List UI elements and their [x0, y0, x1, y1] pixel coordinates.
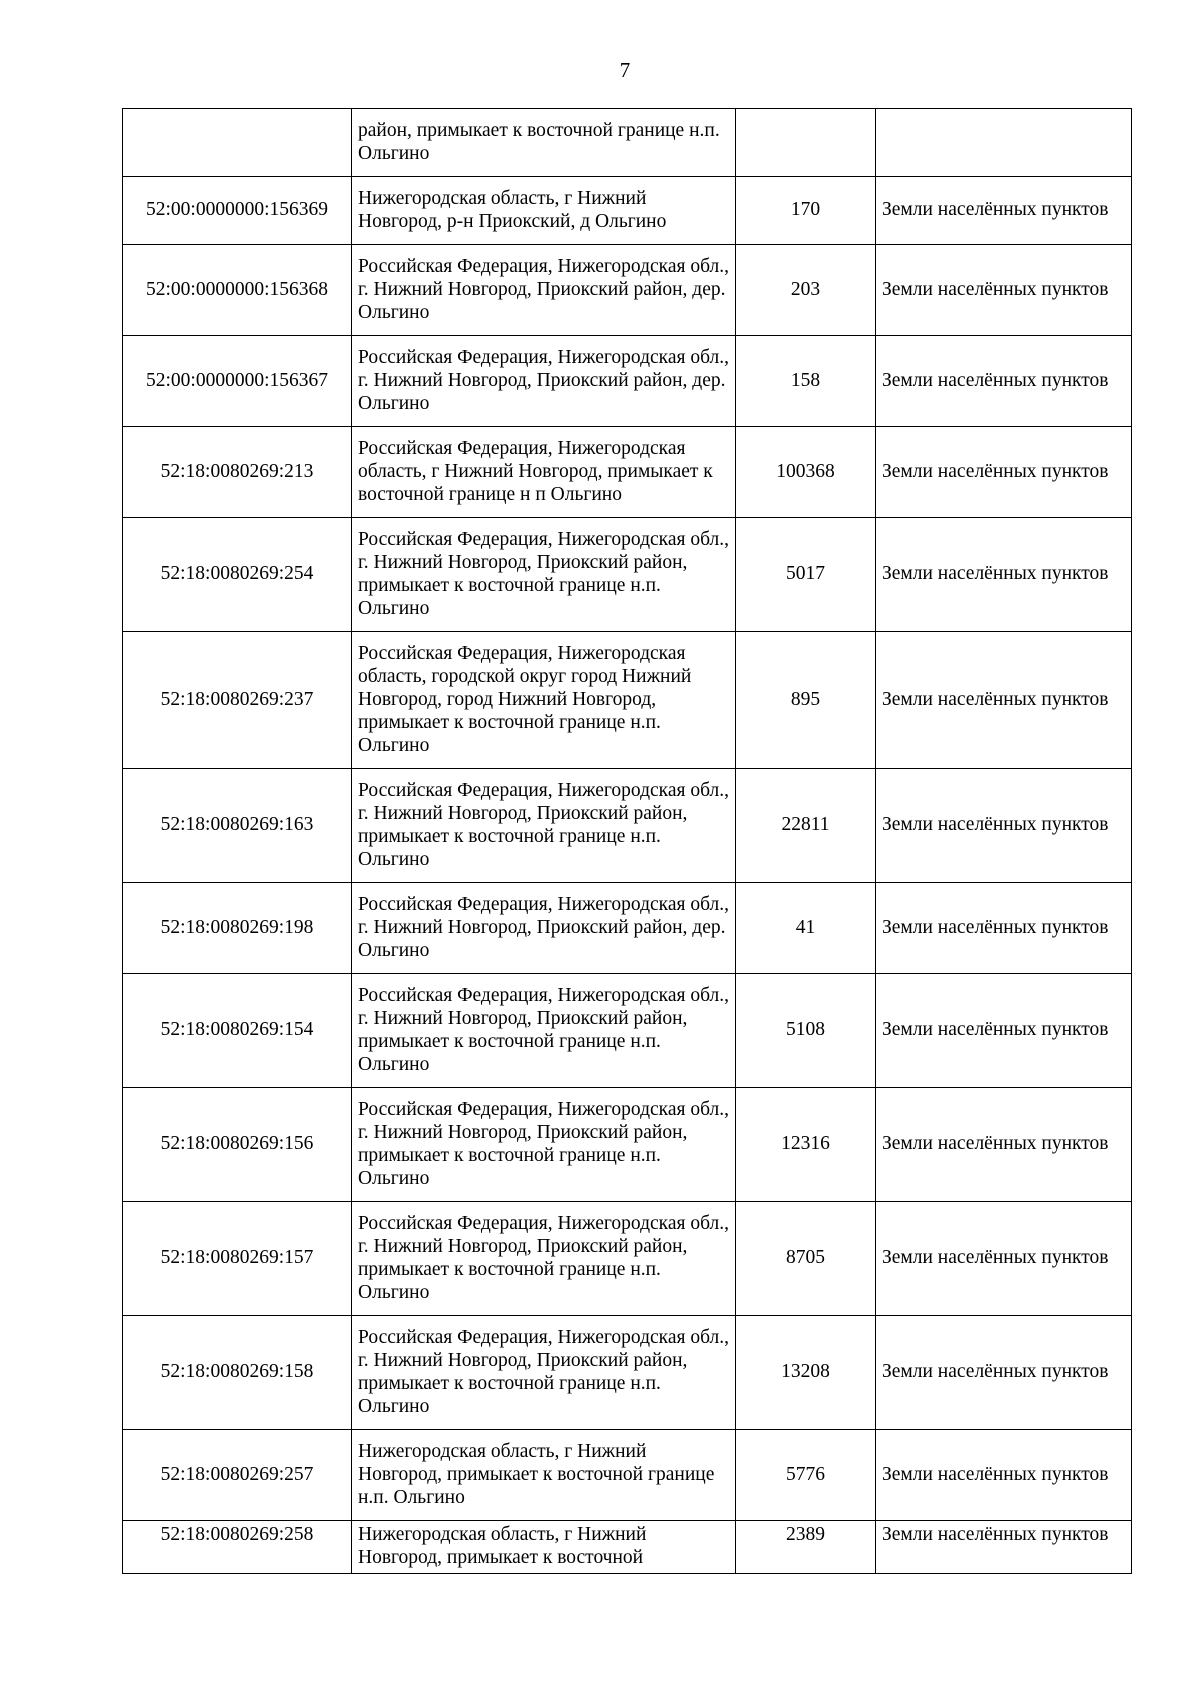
land-category-cell: Земли населённых пунктов — [876, 427, 1132, 518]
cadastral-number-cell: 52:18:0080269:158 — [123, 1316, 352, 1430]
table-row — [123, 336, 1132, 427]
area-cell: 13208 — [736, 1316, 876, 1430]
land-category-cell: Земли населённых пунктов — [876, 883, 1132, 974]
cadastral-number-cell: 52:18:0080269:257 — [123, 1430, 352, 1521]
land-category-cell: Земли населённых пунктов — [876, 177, 1132, 245]
address-cell: Российская Федерация, Нижегородская область, городской округ город Нижний Новгород, город Нижний Новгород, примыкает к восточной границе н.п. Ольгино — [352, 632, 736, 769]
cadastral-number-cell: 52:18:0080269:156 — [123, 1088, 352, 1202]
cadastral-number-cell — [123, 109, 352, 177]
cadastral-number-cell: 52:00:0000000:156367 — [123, 336, 352, 427]
land-category-cell: Земли населённых пунктов — [876, 1202, 1132, 1316]
area-cell: 2389 — [736, 1521, 876, 1574]
cadastral-number-cell: 52:18:0080269:157 — [123, 1202, 352, 1316]
address-cell: Российская Федерация, Нижегородская обл., г. Нижний Новгород, Приокский район, дер. Ольгино — [352, 336, 736, 427]
area-cell: 5017 — [736, 518, 876, 632]
land-category-cell: Земли населённых пунктов — [876, 769, 1132, 883]
area-cell: 203 — [736, 245, 876, 336]
land-category-cell: Земли населённых пунктов — [876, 1088, 1132, 1202]
land-category-cell: Земли населённых пунктов — [876, 974, 1132, 1088]
table-row — [123, 245, 1132, 336]
cadastral-number-cell: 52:18:0080269:198 — [123, 883, 352, 974]
table-row — [123, 769, 1132, 883]
area-cell: 41 — [736, 883, 876, 974]
address-cell: район, примыкает к восточной границе н.п. Ольгино — [352, 109, 736, 177]
area-cell: 5776 — [736, 1430, 876, 1521]
table-row — [123, 177, 1132, 245]
address-cell: Российская Федерация, Нижегородская обл., г. Нижний Новгород, Приокский район, примыкает к восточной границе н.п. Ольгино — [352, 974, 736, 1088]
address-cell: Российская Федерация, Нижегородская обл., г. Нижний Новгород, Приокский район, примыкает к восточной границе н.п. Ольгино — [352, 769, 736, 883]
address-cell: Российская Федерация, Нижегородская обл., г. Нижний Новгород, Приокский район, примыкает к восточной границе н.п. Ольгино — [352, 518, 736, 632]
area-cell: 100368 — [736, 427, 876, 518]
table-row — [123, 883, 1132, 974]
land-category-cell — [876, 109, 1132, 177]
land-category-cell: Земли населённых пунктов — [876, 245, 1132, 336]
cadastral-number-cell: 52:18:0080269:213 — [123, 427, 352, 518]
area-cell: 22811 — [736, 769, 876, 883]
area-cell: 158 — [736, 336, 876, 427]
land-category-cell: Земли населённых пунктов — [876, 1521, 1132, 1574]
cadastral-number-cell: 52:18:0080269:254 — [123, 518, 352, 632]
area-cell: 5108 — [736, 974, 876, 1088]
table-row — [123, 1521, 1132, 1574]
page-number: 7 — [619, 58, 631, 82]
area-cell — [736, 109, 876, 177]
address-cell: Российская Федерация, Нижегородская область, г Нижний Новгород, примыкает к восточной границе н п Ольгино — [352, 427, 736, 518]
table-row — [123, 632, 1132, 769]
table-row — [123, 1430, 1132, 1521]
address-cell: Российская Федерация, Нижегородская обл., г. Нижний Новгород, Приокский район, дер. Ольгино — [352, 883, 736, 974]
area-cell: 8705 — [736, 1202, 876, 1316]
address-cell: Нижегородская область, г Нижний Новгород, примыкает к восточной границе н.п. Ольгино — [352, 1430, 736, 1521]
address-cell: Российская Федерация, Нижегородская обл., г. Нижний Новгород, Приокский район, примыкает к восточной границе н.п. Ольгино — [352, 1088, 736, 1202]
address-cell: Нижегородская область, г Нижний Новгород, р-н Приокский, д Ольгино — [352, 177, 736, 245]
land-category-cell: Земли населённых пунктов — [876, 518, 1132, 632]
area-cell: 170 — [736, 177, 876, 245]
land-category-cell: Земли населённых пунктов — [876, 336, 1132, 427]
area-cell: 12316 — [736, 1088, 876, 1202]
land-category-cell: Земли населённых пунктов — [876, 632, 1132, 769]
land-category-cell: Земли населённых пунктов — [876, 1316, 1132, 1430]
table-row — [123, 427, 1132, 518]
table-row — [123, 518, 1132, 632]
cadastral-number-cell: 52:18:0080269:154 — [123, 974, 352, 1088]
area-cell: 895 — [736, 632, 876, 769]
table-row — [123, 1316, 1132, 1430]
table-row — [123, 974, 1132, 1088]
address-cell: Нижегородская область, г Нижний Новгород, примыкает к восточной — [352, 1521, 736, 1574]
land-plots-table — [122, 108, 1132, 1574]
cadastral-number-cell: 52:18:0080269:237 — [123, 632, 352, 769]
table-row — [123, 1202, 1132, 1316]
cadastral-number-cell: 52:18:0080269:163 — [123, 769, 352, 883]
land-category-cell: Земли населённых пунктов — [876, 1430, 1132, 1521]
address-cell: Российская Федерация, Нижегородская обл., г. Нижний Новгород, Приокский район, примыкает к восточной границе н.п. Ольгино — [352, 1316, 736, 1430]
cadastral-number-cell: 52:18:0080269:258 — [123, 1521, 352, 1574]
cadastral-number-cell: 52:00:0000000:156369 — [123, 177, 352, 245]
table-row — [123, 109, 1132, 177]
cadastral-number-cell: 52:00:0000000:156368 — [123, 245, 352, 336]
address-cell: Российская Федерация, Нижегородская обл., г. Нижний Новгород, Приокский район, примыкает к восточной границе н.п. Ольгино — [352, 1202, 736, 1316]
address-cell: Российская Федерация, Нижегородская обл., г. Нижний Новгород, Приокский район, дер. Ольгино — [352, 245, 736, 336]
table-row — [123, 1088, 1132, 1202]
